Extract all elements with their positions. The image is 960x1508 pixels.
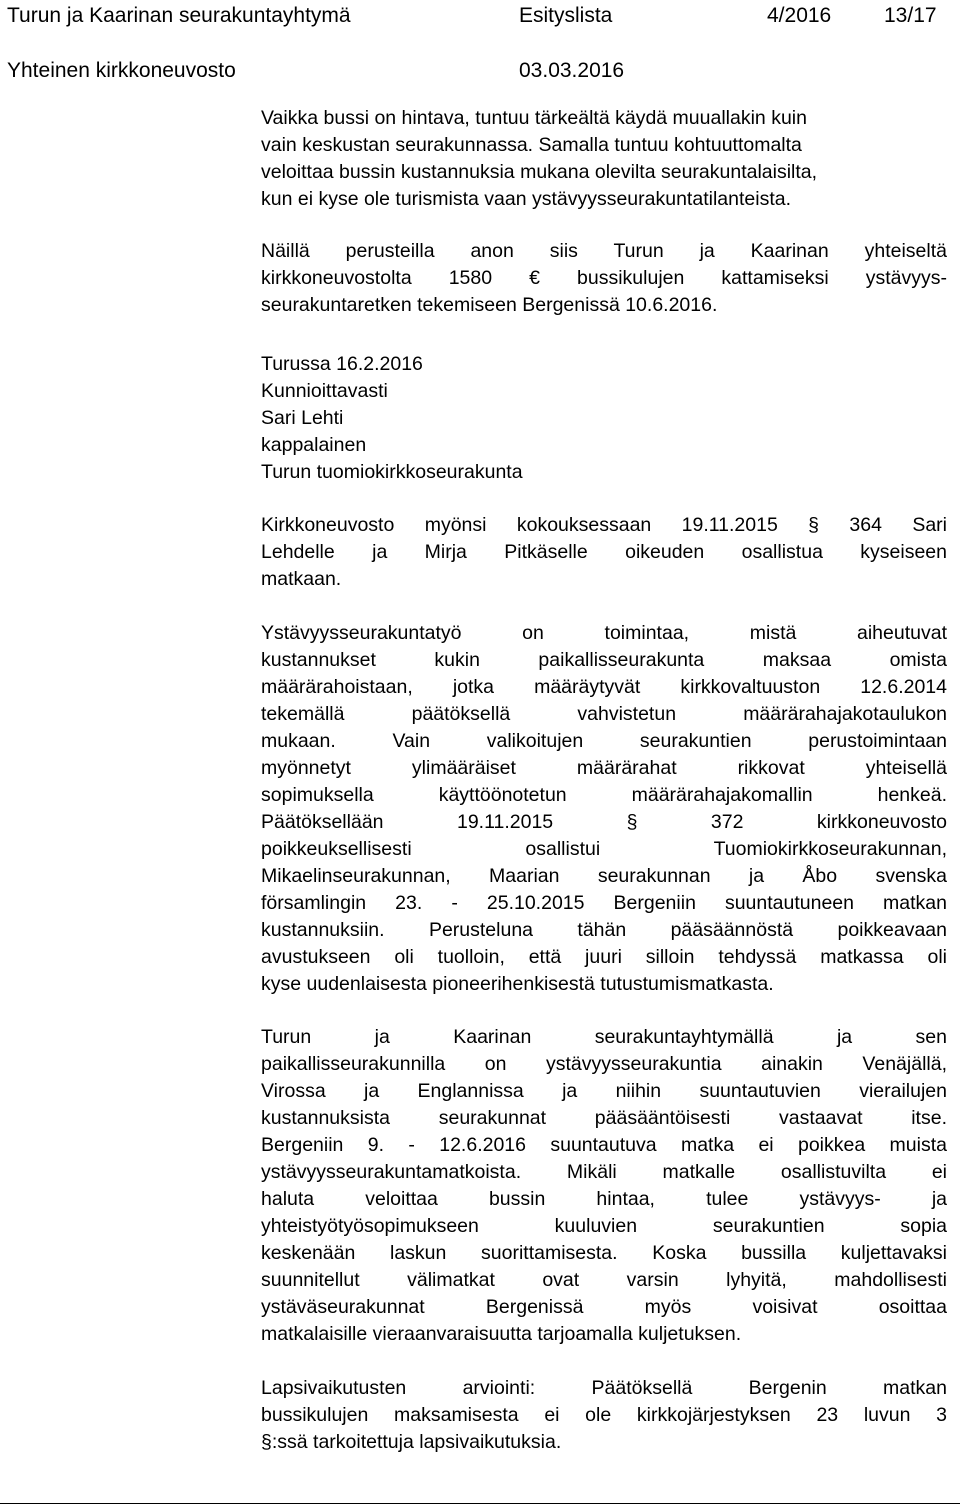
text-line: vain keskustan seurakunnassa. Samalla tuntuu kohtuuttomalta xyxy=(261,134,802,156)
text-line: Bergeniin 9. - 12.6.2016 suuntautuva matka ei poikkea muista xyxy=(261,1134,947,1156)
text-line: veloittaa bussin kustannuksia mukana olevilta seurakuntalaisilta, xyxy=(261,161,818,183)
text-line: §:ssä tarkoitettuja lapsivaikutuksia. xyxy=(261,1431,562,1453)
header-date: 03.03.2016 xyxy=(519,59,625,82)
text-line: Turun ja Kaarinan seurakuntayhtymällä ja sen xyxy=(261,1026,947,1048)
text-line: kustannuksista seurakunnat pääsääntöisesti vastaavat itse. xyxy=(261,1107,947,1129)
footer-rule xyxy=(0,1503,960,1504)
text-line: haluta veloittaa bussin hintaa, tulee ystävyys- ja xyxy=(261,1188,947,1210)
text-line: kirkkoneuvostolta 1580 € bussikulujen kattamiseksi ystävyys- xyxy=(261,267,947,289)
signature-block xyxy=(261,351,947,486)
text-line: kyse uudenlaisesta pioneerihenkisestä tutustumismatkasta. xyxy=(261,973,774,995)
text-line: mukaan. Vain valikoitujen seurakuntien perustoimintaan xyxy=(261,730,947,752)
signature-parish: Turun tuomiokirkkoseurakunta xyxy=(261,461,523,483)
text-line: Päätöksellään 19.11.2015 § 372 kirkkoneuvosto xyxy=(261,811,947,833)
text-line: kun ei kyse ole turismista vaan ystävyysseurakuntatilanteista. xyxy=(261,188,791,210)
text-line: paikallisseurakunnilla on ystävyysseurakuntia ainakin Venäjällä, xyxy=(261,1053,947,1075)
text-line: Lapsivaikutusten arviointi: Päätöksellä Bergenin matkan xyxy=(261,1377,947,1399)
text-line: Mikaelinseurakunnan, Maarian seurakunnan ja Åbo svenska xyxy=(261,865,947,887)
text-line: yhteistyötyösopimukseen kuuluvien seurakuntien sopia xyxy=(261,1215,947,1237)
signature-name: Sari Lehti xyxy=(261,407,344,429)
text-line: tekemällä päätöksellä vahvistetun määrärahajakotaulukon xyxy=(261,703,947,725)
text-line: församlingin 23. - 25.10.2015 Bergeniin suuntautuneen matkan xyxy=(261,892,947,914)
paragraph-bus-cost xyxy=(261,105,947,213)
text-line: Kirkkoneuvosto myönsi kokouksessaan 19.11.2015 § 364 Sari xyxy=(261,514,947,536)
text-line: kustannuksiin. Perusteluna tähän pääsäännöstä poikkeavaan xyxy=(261,919,947,941)
signature-title: kappalainen xyxy=(261,434,367,456)
header-doc-number: 4/2016 xyxy=(767,4,832,27)
paragraph-friendship-work xyxy=(261,620,947,998)
paragraph-other-countries xyxy=(261,1024,947,1348)
text-line: sopimuksella käyttöönotetun määrärahajakomallin henkeä. xyxy=(261,784,947,806)
text-line: matkaan. xyxy=(261,568,342,590)
text-line: määrärahoistaan, jotka määräytyvät kirkkovaltuuston 12.6.2014 xyxy=(261,676,947,698)
text-line: Vaikka bussi on hintava, tuntuu tärkeältä käydä muuallakin kuin xyxy=(261,107,807,129)
text-line: suunnitellut välimatkat ovat varsin lyhyitä, mahdollisesti xyxy=(261,1269,947,1291)
text-line: myönnetyt ylimääräiset määrärahat rikkovat yhteisellä xyxy=(261,757,947,779)
text-line: Lehdelle ja Mirja Pitkäselle oikeuden osallistua kyseiseen xyxy=(261,541,947,563)
text-line: seurakuntaretken tekemiseen Bergenissä 10.6.2016. xyxy=(261,294,718,316)
text-line: avustukseen oli tuolloin, että juuri silloin tehdyssä matkassa oli xyxy=(261,946,947,968)
text-line: kustannukset kukin paikallisseurakunta maksaa omista xyxy=(261,649,947,671)
header-body: Yhteinen kirkkoneuvosto xyxy=(7,59,236,82)
text-line: Ystävyysseurakuntatyö on toimintaa, mistä aiheutuvat xyxy=(261,622,947,644)
text-line: poikkeuksellisesti osallistui Tuomiokirkkoseurakunnan, xyxy=(261,838,947,860)
text-line: bussikulujen maksamisesta ei ole kirkkojärjestyksen 23 luvun 3 xyxy=(261,1404,947,1426)
paragraph-council-decision xyxy=(261,512,947,593)
header-page-number: 13/17 xyxy=(884,4,937,27)
signature-place-date: Turussa 16.2.2016 xyxy=(261,353,423,375)
text-line: ystäväseurakunnat Bergenissä myös voisivat osoittaa xyxy=(261,1296,947,1318)
header-doc-type: Esityslista xyxy=(519,4,613,27)
text-line: ystävyysseurakuntamatkoista. Mikäli matkalle osallistuvilta ei xyxy=(261,1161,947,1183)
text-line: matkalaisille vieraanvaraisuutta tarjoamalla kuljetuksen. xyxy=(261,1323,742,1345)
text-line: keskenään laskun suorittamisesta. Koska bussilla kuljettavaksi xyxy=(261,1242,947,1264)
paragraph-child-impact xyxy=(261,1375,947,1456)
text-line: Näillä perusteilla anon siis Turun ja Kaarinan yhteiseltä xyxy=(261,240,947,262)
text-line: Virossa ja Englannissa ja niihin suuntautuvien vierailujen xyxy=(261,1080,947,1102)
header-org: Turun ja Kaarinan seurakuntayhtymä xyxy=(7,4,351,27)
paragraph-request xyxy=(261,238,947,319)
signature-closing: Kunnioittavasti xyxy=(261,380,388,402)
